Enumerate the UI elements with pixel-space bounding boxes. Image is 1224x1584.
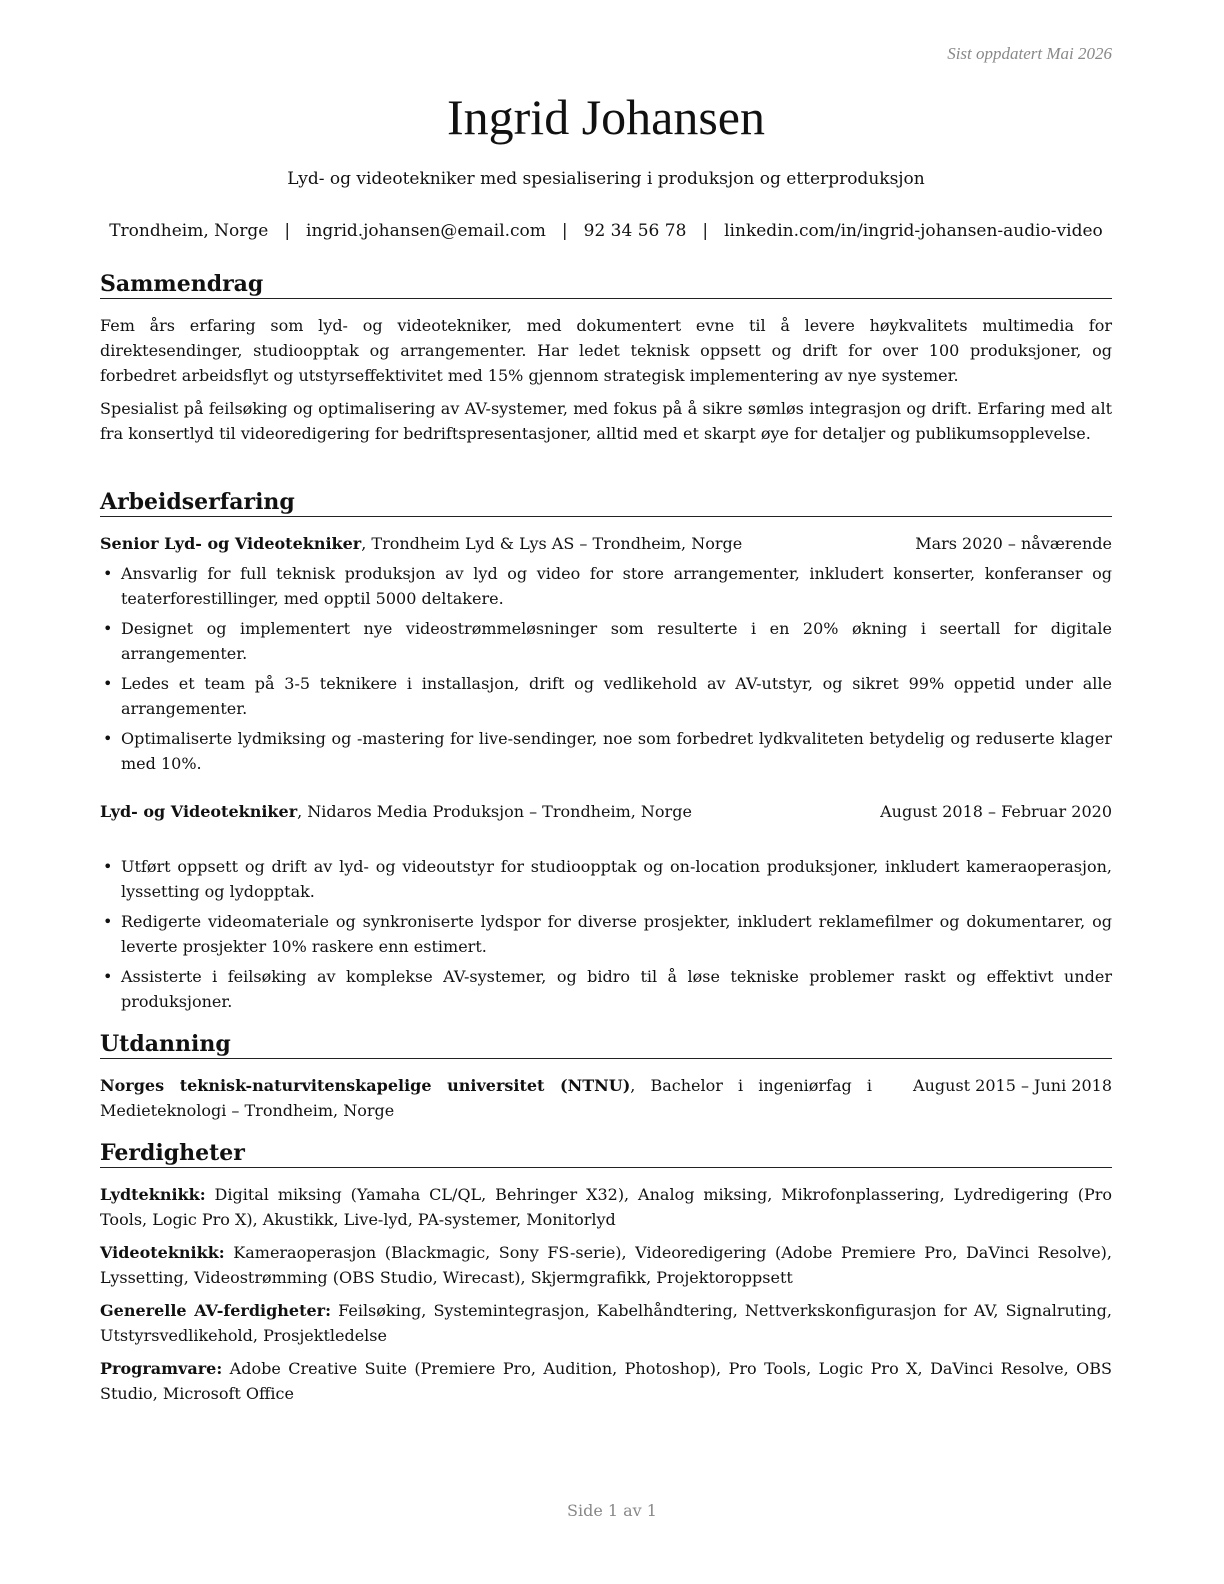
job-date: August 2018 – Februar 2020 xyxy=(880,802,1112,821)
education-entry xyxy=(100,1073,1112,1123)
education-section xyxy=(100,1030,1112,1123)
section-title: Ferdigheter xyxy=(100,1139,1112,1168)
contact-linkedin[interactable]: linkedin.com/in/ingrid-johansen-audio-video xyxy=(724,221,1103,241)
list-item: • Utført oppsett og drift av lyd- og videoutstyr for studioopptak og on-location produksjoner, inkludert kameraoperasjon, lyssetting og lydopptak. xyxy=(103,857,1112,901)
job-header xyxy=(100,799,1112,849)
contact-separator: | xyxy=(284,221,291,241)
skill-group: Generelle AV-ferdigheter: Feilsøking, Systemintegrasjon, Kabelhåndtering, Nettverkskonfigurasjon for AV, Signalruting, Utstyrsvedlikehold, Prosjektledelse xyxy=(100,1301,1113,1345)
summary-paragraph: Fem års erfaring som lyd- og videotekniker, med dokumentert evne til å levere høykvalitets multimedia for direktesendinger, studioopptak og arrangementer. Har ledet teknisk oppsett og drift for over 100 produksjoner, og forbedret arbeidsflyt og utstyrseffektivitet med 15% gjennom strategisk implementering av nye systemer. xyxy=(100,316,1112,385)
section-title: Arbeidserfaring xyxy=(100,488,1112,517)
degree: , Bachelor i ingeniørfag i Medieteknologi – Trondheim, Norge xyxy=(100,1076,872,1120)
contact-location: Trondheim, Norge xyxy=(109,221,269,241)
job-bullets xyxy=(100,561,1112,776)
page-number: Side 1 av 1 xyxy=(567,1501,657,1520)
list-item: • Optimaliserte lydmiksing og -mastering for live-sendinger, noe som forbedret lydkvaliteten betydelig og reduserte klager med 10%. xyxy=(103,729,1112,773)
contact-line xyxy=(100,219,1112,243)
list-item: • Ledes et team på 3-5 teknikere i installasjon, drift og vedlikehold av AV-utstyr, og sikret 99% oppetid under alle arrangementer. xyxy=(103,674,1112,718)
skill-group: Lydteknikk: Digital miksing (Yamaha CL/QL, Behringer X32), Analog miksing, Mikrofonplassering, Lydredigering (Pro Tools, Logic Pro X), Akustikk, Live-lyd, PA-systemer, Monitorlyd xyxy=(100,1185,1112,1229)
job-bullets xyxy=(100,854,1112,1014)
list-item: • Designet og implementert nye videostrømmeløsninger som resulterte i en 20% økning i seertall for digitale arrangementer. xyxy=(103,619,1112,663)
education-date: August 2015 – Juni 2018 xyxy=(913,1076,1112,1095)
section-title: Utdanning xyxy=(100,1030,1112,1059)
skill-label: Generelle AV-ferdigheter: xyxy=(100,1301,332,1320)
skill-group: Programvare: Adobe Creative Suite (Premiere Pro, Audition, Photoshop), Pro Tools, Logic Pro X, DaVinci Resolve, OBS Studio, Microsoft Office xyxy=(100,1359,1112,1403)
job-role: Senior Lyd- og Videotekniker xyxy=(100,534,362,553)
contact-separator: | xyxy=(561,221,568,241)
candidate-name: Ingrid Johansen xyxy=(447,89,765,145)
headline: Lyd- og videotekniker med spesialisering i produksjon og etterproduksjon xyxy=(287,169,925,189)
experience-section xyxy=(100,488,1112,1014)
list-item: • Assisterte i feilsøking av komplekse AV-systemer, og bidro til å løse tekniske problemer raskt og effektivt under produksjoner. xyxy=(103,967,1112,1011)
school-name: Norges teknisk-naturvitenskapelige universitet (NTNU) xyxy=(100,1076,631,1095)
skills-section xyxy=(100,1139,1112,1406)
skill-label: Lydteknikk: xyxy=(100,1185,206,1204)
skill-group: Videoteknikk: Kameraoperasjon (Blackmagic, Sony FS-serie), Videoredigering (Adobe Premiere Pro, DaVinci Resolve), Lyssetting, Videostrømming (OBS Studio, Wirecast), Skjermgrafikk, Projektoroppsett xyxy=(100,1243,1112,1287)
job-company: , Trondheim Lyd & Lys AS – Trondheim, Norge xyxy=(361,534,743,553)
contact-separator: | xyxy=(702,221,709,241)
job-company: , Nidaros Media Produksjon – Trondheim, Norge xyxy=(297,802,692,821)
list-item: • Ansvarlig for full teknisk produksjon av lyd og video for store arrangementer, inkludert konserter, konferanser og teaterforestillinger, med opptil 5000 deltakere. xyxy=(103,564,1112,608)
contact-email[interactable]: ingrid.johansen@email.com xyxy=(306,221,546,241)
section-title: Sammendrag xyxy=(100,270,1112,299)
job-header xyxy=(100,531,1112,556)
summary-paragraph: Spesialist på feilsøking og optimalisering av AV-systemer, med fokus på å sikre sømløs integrasjon og drift. Erfaring med alt fra konsertlyd til videoredigering for bedriftspresentasjoner, alltid med et skarpt øye for detaljer og publikumsopplevelse. xyxy=(100,399,1112,443)
skill-label: Programvare: xyxy=(100,1359,223,1378)
list-item: • Redigerte videomateriale og synkroniserte lydspor for diverse prosjekter, inkludert reklamefilmer og dokumentarer, og leverte prosjekter 10% raskere enn estimert. xyxy=(103,912,1112,956)
job-date: Mars 2020 – nåværende xyxy=(915,534,1112,553)
skill-label: Videoteknikk: xyxy=(100,1243,225,1262)
contact-phone: 92 34 56 78 xyxy=(583,221,687,241)
job-role: Lyd- og Videotekniker xyxy=(100,802,298,821)
last-updated: Sist oppdatert Mai 2026 xyxy=(947,44,1112,63)
summary-section xyxy=(100,270,1112,446)
